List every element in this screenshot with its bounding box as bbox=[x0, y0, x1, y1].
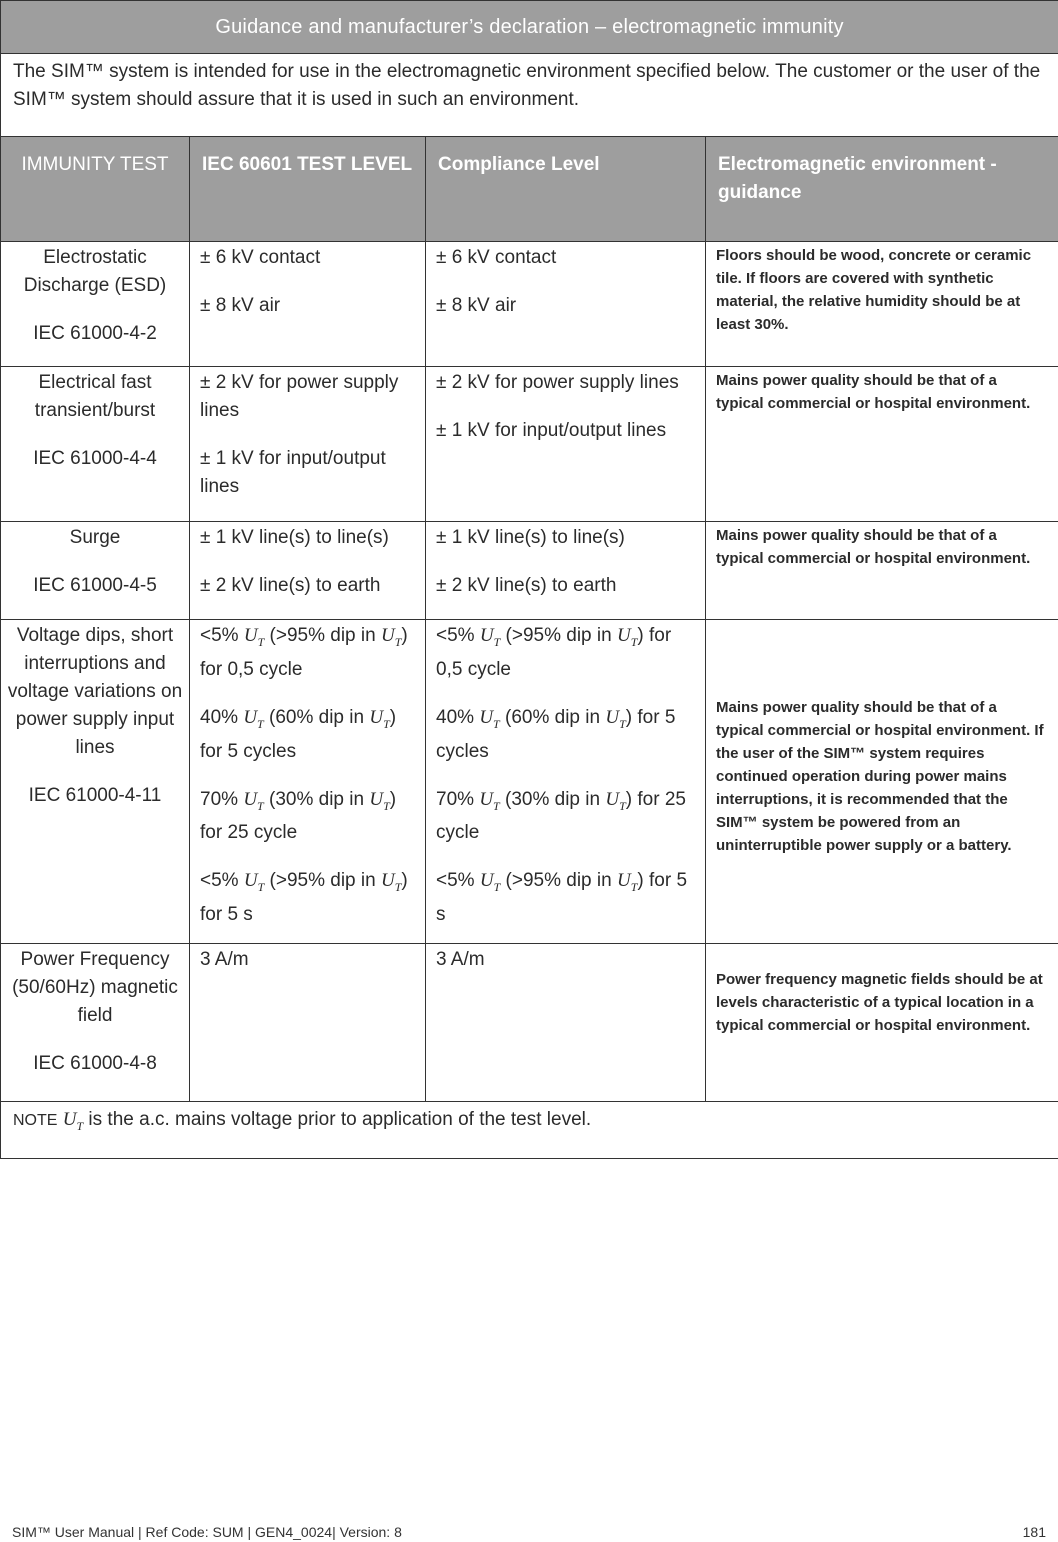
ut-symbol: $U_T$ bbox=[62, 1109, 84, 1133]
table-note bbox=[1, 1102, 1058, 1159]
level-line: 40% $U_T$ (60% dip in $U_T$) for 5 cycles bbox=[200, 706, 397, 762]
page-footer bbox=[12, 1524, 1046, 1540]
ut-symbol: $U_T$ bbox=[243, 706, 264, 731]
compliance-cell bbox=[426, 367, 706, 522]
header-row bbox=[1, 137, 1058, 242]
ut-symbol: $U_T$ bbox=[243, 788, 264, 813]
footer-doc-info: SIM™ User Manual | Ref Code: SUM | GEN4_0024| Version: 8 bbox=[12, 1524, 402, 1540]
table-row bbox=[1, 620, 1058, 944]
test-name: Voltage dips, short interruptions and voltage variations on power supply input lines bbox=[7, 625, 183, 758]
compliance-line: 40% $U_T$ (60% dip in $U_T$) for 5 cycles bbox=[436, 706, 676, 762]
level-line: ± 1 kV line(s) to line(s) bbox=[200, 527, 389, 548]
test-cell bbox=[1, 367, 190, 522]
guidance-cell: Power frequency magnetic fields should be at levels characteristic of a typical location in a typical commercial or hospital environment. bbox=[706, 944, 1058, 1102]
ut-symbol: $U_T$ bbox=[369, 788, 390, 813]
table-row bbox=[1, 242, 1058, 367]
ut-symbol: $U_T$ bbox=[479, 788, 500, 813]
compliance-cell bbox=[426, 522, 706, 620]
ut-symbol: $U_T$ bbox=[380, 625, 402, 649]
compliance-line: ± 2 kV line(s) to earth bbox=[436, 575, 617, 596]
note-prefix: NOTE bbox=[13, 1112, 58, 1130]
compliance-line: ± 8 kV air bbox=[436, 295, 517, 316]
level-cell bbox=[190, 522, 426, 620]
level-line: ± 1 kV for input/output lines bbox=[200, 448, 386, 497]
compliance-line: ± 2 kV for power supply lines bbox=[436, 372, 679, 393]
test-name: Surge bbox=[69, 527, 121, 548]
test-standard: IEC 61000-4-11 bbox=[28, 785, 162, 806]
compliance-cell bbox=[426, 242, 706, 367]
compliance-line: 3 A/m bbox=[436, 949, 485, 971]
table-row bbox=[1, 522, 1058, 620]
level-line: <5% $U_T$ (>95% dip in $U_T$) for 5 s bbox=[200, 870, 408, 926]
header-test-level: IEC 60601 TEST LEVEL bbox=[190, 137, 426, 242]
compliance-line: ± 1 kV line(s) to line(s) bbox=[436, 527, 625, 548]
compliance-line: <5% $U_T$ (>95% dip in $U_T$) for 5 s bbox=[436, 870, 688, 926]
test-cell bbox=[1, 620, 190, 944]
table-row bbox=[1, 944, 1058, 1102]
compliance-cell bbox=[426, 620, 706, 944]
level-line: ± 8 kV air bbox=[200, 295, 281, 316]
compliance-line: ± 6 kV contact bbox=[436, 247, 557, 268]
test-standard: IEC 61000-4-4 bbox=[33, 448, 157, 469]
compliance-line: <5% $U_T$ (>95% dip in $U_T$) for 0,5 cycle bbox=[436, 625, 672, 680]
header-compliance-level: Compliance Level bbox=[426, 137, 706, 242]
ut-symbol: $U_T$ bbox=[479, 706, 500, 731]
ut-symbol: $U_T$ bbox=[616, 870, 638, 895]
test-name: Electrical fast transient/burst bbox=[34, 372, 156, 421]
guidance-cell: Mains power quality should be that of a typical commercial or hospital environment. bbox=[706, 367, 1058, 522]
compliance-line: ± 1 kV for input/output lines bbox=[436, 420, 667, 441]
ut-symbol: $U_T$ bbox=[616, 625, 638, 649]
ut-symbol: $U_T$ bbox=[479, 625, 501, 649]
test-cell bbox=[1, 242, 190, 367]
ut-symbol: $U_T$ bbox=[369, 706, 390, 731]
ut-symbol: $U_T$ bbox=[243, 625, 265, 649]
page-number: 181 bbox=[1022, 1524, 1046, 1540]
level-line: 70% $U_T$ (30% dip in $U_T$) for 25 cycle bbox=[200, 788, 397, 844]
header-guidance: Electromagnetic environment - guidance bbox=[706, 137, 1058, 242]
guidance-cell: Floors should be wood, concrete or ceramic tile. If floors are covered with synthetic material, the relative humidity should be at least 30%. bbox=[706, 242, 1058, 367]
ut-symbol: $U_T$ bbox=[605, 788, 626, 813]
test-name: Power Frequency (50/60Hz) magnetic field bbox=[12, 949, 178, 1027]
test-cell bbox=[1, 944, 190, 1102]
level-cell bbox=[190, 620, 426, 944]
test-cell bbox=[1, 522, 190, 620]
level-line: ± 6 kV contact bbox=[200, 247, 321, 268]
guidance-cell: Mains power quality should be that of a typical commercial or hospital environment. bbox=[706, 522, 1058, 620]
compliance-cell bbox=[426, 944, 706, 1102]
ut-symbol: $U_T$ bbox=[243, 870, 265, 895]
compliance-line: 70% $U_T$ (30% dip in $U_T$) for 25 cycle bbox=[436, 788, 686, 844]
level-line: ± 2 kV for power supply lines bbox=[200, 372, 399, 421]
guidance-cell: Mains power quality should be that of a typical commercial or hospital environment. If the user of the SIM™ system requires continued operation during power mains interruptions, it is recommended that the SIM™ system be powered from an uninterruptible power supply or a battery. bbox=[706, 620, 1058, 944]
level-line: 3 A/m bbox=[200, 949, 249, 971]
level-line: ± 2 kV line(s) to earth bbox=[200, 575, 381, 596]
ut-symbol: $U_T$ bbox=[605, 706, 626, 731]
note-text: is the a.c. mains voltage prior to application of the test level. bbox=[83, 1109, 592, 1131]
ut-symbol: $U_T$ bbox=[380, 870, 402, 895]
test-standard: IEC 61000-4-2 bbox=[33, 323, 157, 344]
test-name: Electrostatic Discharge (ESD) bbox=[23, 247, 167, 296]
level-cell bbox=[190, 367, 426, 522]
level-cell bbox=[190, 242, 426, 367]
test-standard: IEC 61000-4-5 bbox=[33, 575, 157, 596]
test-standard: IEC 61000-4-8 bbox=[33, 1053, 157, 1075]
ut-symbol: $U_T$ bbox=[479, 870, 501, 895]
table-row bbox=[1, 367, 1058, 522]
header-immunity-test: IMMUNITY TEST bbox=[1, 137, 190, 242]
table-title: Guidance and manufacturer’s declaration – electromagnetic immunity bbox=[1, 1, 1058, 54]
level-cell bbox=[190, 944, 426, 1102]
table-intro: The SIM™ system is intended for use in the electromagnetic environment specified below. The customer or the user of the SIM™ system should assure that it is used in such an environment. bbox=[1, 54, 1058, 137]
level-line: <5% $U_T$ (>95% dip in $U_T$) for 0,5 cycle bbox=[200, 625, 408, 680]
